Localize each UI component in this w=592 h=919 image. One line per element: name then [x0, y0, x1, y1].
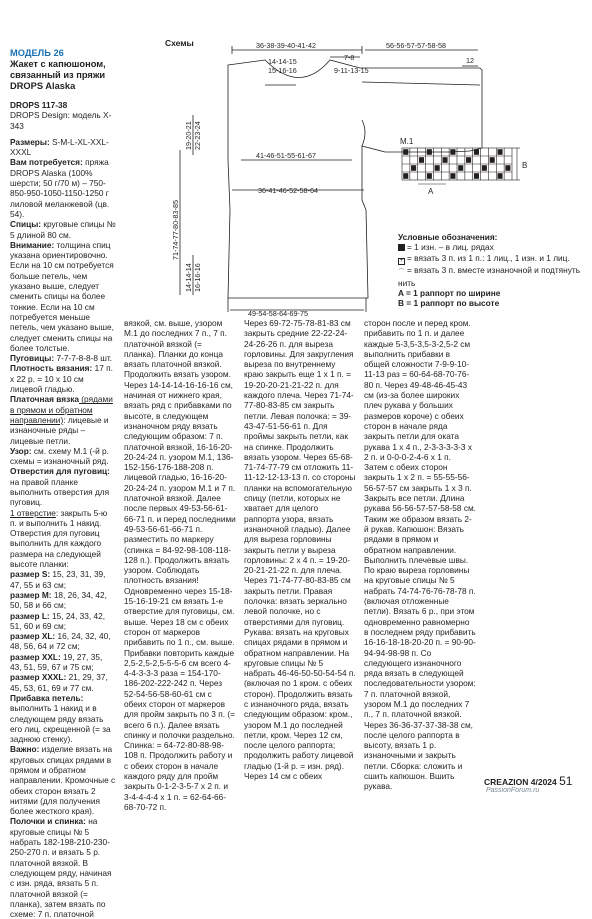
- instruction-paragraph: Вам потребуется: пряжа DROPS Alaska (100% шерсти; 50 г/70 м) – 750-850-950-1050-1150-1250 г лиловой меланжевой (цв. 54).: [10, 157, 110, 219]
- dim-bottom: 49-54-58-64-69-75: [248, 309, 308, 318]
- dim-length: 71-74-77-80-83-85: [171, 200, 180, 260]
- model-number: МОДЕЛЬ 26: [10, 48, 64, 58]
- legend-item-purl: = 1 изн. – в лиц. рядах: [398, 242, 588, 252]
- instruction-paragraph: размер XXL: 19, 27, 35, 43, 51, 59, 67 и 75 см;: [10, 651, 103, 673]
- legend-title: Условные обозначения:: [398, 232, 498, 242]
- instructions-part-4: сторон после и перед кром. прибавить по 1 п. и далее каждые 5-3,5-3,5-3-2,5-2 см выполнить прибавки в общей сложности 7-9-9-10-11-13 раз = 60-64-68-70-76-80 п. Через 49-48-46-45-43 см (из-за более широких плеч рукава у больших размеров короче) с обеих сторон в начале ряда закрыть петли для оката рукава 1 х 4 п., 2-3-3-3-3-3 х 2 п. и 0-0-0-2-4-6 х 1 п. Затем с обеих сторон закрыть 1 х 2 п. = 55-55-56-56-57-57 см закрыть 1 х 3 п. Закрыть все петли. Длина рукава 56-56-57-57-58-58 см. Таким же образом вязать 2-й рукав. Капюшон: Вязать рядами в прямом и обратном направлении. Выполнить плечевые швы. По краю выреза горловины на круговые спицы № 5 набрать 74-74-76-76-78-78 п. (включая отложенные петли). Вязать 6 р., при этом одновременно равномерно в последнем ряду прибавить 16-16-18-18-20-20 п. = 90-90-94-94-98-98 п. Со следующего изнаночного ряда вязать в следующей последовательности узором: 7 п. платочной вязкой, узором М.1 до последних 7 п., 7 п. платочной вязкой. Через 36-36-37-37-38-38 см, после целого раппорта в высоту, вязать 1 р. изнаночными и закрыть петли. Сборка: сложить и сшить капюшон. Вшить рукава.: [364, 318, 476, 792]
- legend-item-decrease: ⌒ = вязать 3 п. вместе изнаночной и подтянуть нить: [398, 264, 581, 288]
- dim-shoulder-2: 9-11-13-15: [334, 66, 369, 75]
- instruction-paragraph: Плотность вязания: 17 п. х 22 р. = 10 х 10 см лицевой гладью.: [10, 363, 113, 395]
- dim-rib-1: 14-14-14: [184, 263, 193, 292]
- magazine-issue: CREAZION 4/2024: [484, 777, 557, 787]
- model-title: Жакет с капюшоном, связанный из пряжи DROPS Alaska: [10, 59, 106, 91]
- chart-cell-purl: [427, 174, 432, 179]
- instructions-part-1: [10, 137, 116, 919]
- page-footer: [484, 774, 572, 788]
- dim-armhole-2: 22-23-24: [193, 121, 202, 150]
- page-number: 51: [559, 774, 573, 788]
- instruction-paragraph: размер XL: 16, 24, 32, 40, 48, 56, 64 и 72 см;: [10, 631, 111, 652]
- chart-cell-purl: [490, 158, 495, 163]
- stitch-chart-m1: [402, 148, 520, 184]
- instruction-paragraph: Узор: см. схему М.1 (-й р. схемы = изнаночный ряд.: [10, 445, 109, 467]
- chart-cell-purl: [451, 174, 456, 179]
- decrease-symbol-icon: ⌒: [398, 269, 405, 276]
- chart-label-m1: М.1: [400, 137, 414, 146]
- instruction-paragraph: Отверстия для пуговиц: на правой планке выполнить отверстия для пуговиц.: [10, 466, 110, 508]
- dim-sleeve-cuff: 12: [466, 56, 474, 65]
- chart-cell-purl: [506, 166, 511, 171]
- chart-label-a: A: [428, 187, 434, 196]
- increase-symbol-icon: +: [399, 257, 404, 264]
- instructions-part-3: Через 69-72-75-78-81-83 см закрыть средние 22-22-24-24-26-26 п. для выреза горловины. Для закругления выреза по внутреннему краю закрыть еще 1 х 1 п. = 19-20-20-21-21-22 п. для каждого плеча. Через 71-74-77-80-83-85 см закрыть петли. Левая полочка: = 39-43-47-51-56-61 п. Для проймы закрыть петли, как на спинке. Продолжить вязать узором. Через 65-68-71-74-77-79 см отложить 11-11-12-12-13-13 п. со стороны планки на вспомогательную спицу (петли, которых не хватает для целого раппорта узора, вязать изнаночной гладью). Далее для выреза горловины закрыть петли у выреза горловины: 2 х 4 п. = 19-20-20-21-21-22 п. для плеча. Через 71-74-77-80-83-85 см закрыть петли. Правая полочка: вязать зеркально левой полочке, но с отверстиями для пуговиц. Рукава: вязать на круговых спицах рядами в прямом и обратном направлении. На круговые спицы № 5 набрать 46-46-50-50-54-54 п. (включая по 1 кром. с обеих сторон). Продолжить вязать с изнаночного ряда, вязать следующим образом: кром., узором М.1 до последней петли, кром. Через 12 см, после целого раппорта; продолжить работу лицевой гладью (1-й р. = изн. ряд). Через 14 см с обеих: [244, 318, 356, 782]
- chart-cell-purl: [474, 150, 479, 155]
- chart-cell-purl: [443, 158, 448, 163]
- chart-cell-purl: [451, 150, 456, 155]
- chart-cell-purl: [498, 174, 503, 179]
- chart-cell-purl: [498, 150, 503, 155]
- chart-cell-purl: [419, 158, 424, 163]
- chart-cell-purl: [474, 174, 479, 179]
- instruction-paragraph: Пуговицы: 7-7-7-8-8-8 шт.: [10, 353, 113, 364]
- instruction-paragraph: Размеры: S-M-L-XL-XXL-XXXL: [10, 136, 109, 158]
- pattern-code: DROPS 117-38: [10, 100, 68, 110]
- instruction-paragraph: размер S: 15, 23, 31, 39, 47, 55 и 63 см;: [10, 569, 106, 590]
- instruction-paragraph: размер М: 18, 26, 34, 42, 50, 58 и 66 см;: [10, 589, 107, 611]
- instructions-part-2: вязкой, см. выше, узором М.1 до последних 7 п., 7 п. платочной вязкой (= планка). Планки до конца вязать платочной вязкой. Продолжить вязать узором. Через 14-14-14-16-16-16 см, начиная от нижнего края, вязать ряд с прибавками по высоте, в следующем изнаночном ряду вязать следующим образом: 7 п. платочной вязкой, 16-16-20-20-24-24 п. узором М.1, 136-152-156-176-188-208 п. лицевой гладью, 16-16-20-20-24-24 п. узором М.1 и 7 п. платочной вязкой. Далее после первых 49-53-56-61-66-71 п. и перед последними 49-53-56-61-66-71 п. разместить по маркеру (спинка = 84-92-98-108-118-128 п.). Продолжить вязать узором. Соблюдать плотность вязания! Одновременно через 15-18-15-16-19-21 см вязать 1-е отверстие для пуговицы, см. выше. Через 18 см с обеих сторон от маркеров прибавить по 1 п., см. выше. Прибавки повторить каждые 2,5-2,5-2,5-5-5-6 см всего 4-4-4-3-3-3 раза = 154-170-186-202-222-242 п. Через 52-54-56-58-60-61 см с обеих сторон от маркеров для пройм закрыть по 3 п. (= всего 6 п.). Далее вязать спинку и полочки раздельно. Спинка: = 64-72-80-88-98-108 п. Продолжить работу и с обеих сторон в начале каждого ряду для пройм закрыть 0-1-2-3-5-7 х 2 п. и 3-4-4-4-4 х 1 п. = 62-64-66-68-70-72 п.: [124, 318, 236, 812]
- legend-a: A = 1 раппорт по ширине: [398, 287, 501, 298]
- chart-cell-purl: [482, 166, 487, 171]
- chart-cell-purl: [411, 166, 416, 171]
- instruction-paragraph: размер L: 15, 24, 33, 42, 51, 60 и 69 см;: [10, 610, 106, 631]
- dim-chest-1: 41-46-51-55-61-67: [256, 151, 316, 160]
- left-column: [10, 48, 116, 919]
- dim-armhole-1: 19-20-21: [184, 121, 193, 150]
- schemes-heading: Схемы: [165, 38, 194, 48]
- chart-cell-purl: [427, 150, 432, 155]
- instruction-paragraph: Важно: изделие вязать на круговых спицах рядами в прямом и обратном направлении. Кромочные с обеих сторон вязать 2 нитями (для получения более жесткого края).: [10, 744, 116, 817]
- instruction-paragraph: размер XXXL: 21, 29, 37, 45, 53, 61, 69 и 77 см.: [10, 672, 108, 693]
- chart-cell-purl: [404, 150, 409, 155]
- chart-cell-purl: [435, 166, 440, 171]
- watermark: PassionForum.ru: [486, 787, 540, 794]
- purl-symbol-icon: [398, 244, 405, 251]
- dim-neck-1: 14-14-15: [268, 57, 297, 66]
- legend: [398, 232, 588, 308]
- dim-neck-2: 15-16-16: [268, 66, 297, 75]
- instruction-paragraph: Полочки и спинка: на круговые спицы № 5 набрать 182-198-210-230-250-270 п. и вязать 5 р. платочной вязкой. В следующем ряду, начиная с изн. ряда, вязать 5 п. платочной вязкой (= планка), затем вязать по схеме: 7 п. платочной: [10, 816, 112, 919]
- instruction-paragraph: Прибавка петель: выполнить 1 накид и в следующем ряду вязать его лиц. скрещенной (= за заднюю стенку).: [10, 692, 111, 745]
- legend-item-increase: + = вязать 3 п. из 1 п.: 1 лиц., 1 изн. и 1 лиц.: [399, 252, 570, 264]
- instruction-paragraph: Внимание: толщина спиц указана ориентировочно. Если на 10 см потребуется больше петель, чем указано выше, следует сменить спицы на более тонкие. Если на 10 см потребуется меньше петель, чем указано выше, следует сменить спицы на более толстые.: [10, 239, 114, 353]
- legend-b: B = 1 раппорт по высоте: [398, 298, 500, 309]
- chart-cell-purl: [466, 158, 471, 163]
- sleeve-outline: [362, 82, 480, 85]
- instruction-paragraph: Спицы: круговые спицы № 5 длиной 80 см.: [10, 219, 116, 240]
- chart-cell-purl: [459, 166, 464, 171]
- dim-rib-2: 16-16-16: [193, 263, 202, 292]
- dim-shoulder-1: 7-8: [344, 53, 355, 62]
- instruction-paragraph: 1 отверстие: закрыть 5-ю п. и выполнить 1 накид. Отверстия для пуговиц выполнить для каждого размера на следующей высоте планки:: [10, 507, 108, 570]
- chart-label-b: B: [522, 161, 528, 170]
- chart-cell-purl: [404, 174, 409, 179]
- dim-chest-2: 36-41-46-52-58-64: [258, 186, 318, 195]
- dim-sleeve-top: 56-56-57-57-58-58: [386, 41, 446, 50]
- design-code: DROPS Design: модель X-343: [10, 110, 112, 131]
- dim-top-width: 36-38-39-40-41-42: [256, 41, 316, 50]
- instruction-paragraph: Платочная вязка (рядами в прямом и обратном направлении): лицевые и изнаночные ряды – лицевые петли.: [10, 394, 113, 446]
